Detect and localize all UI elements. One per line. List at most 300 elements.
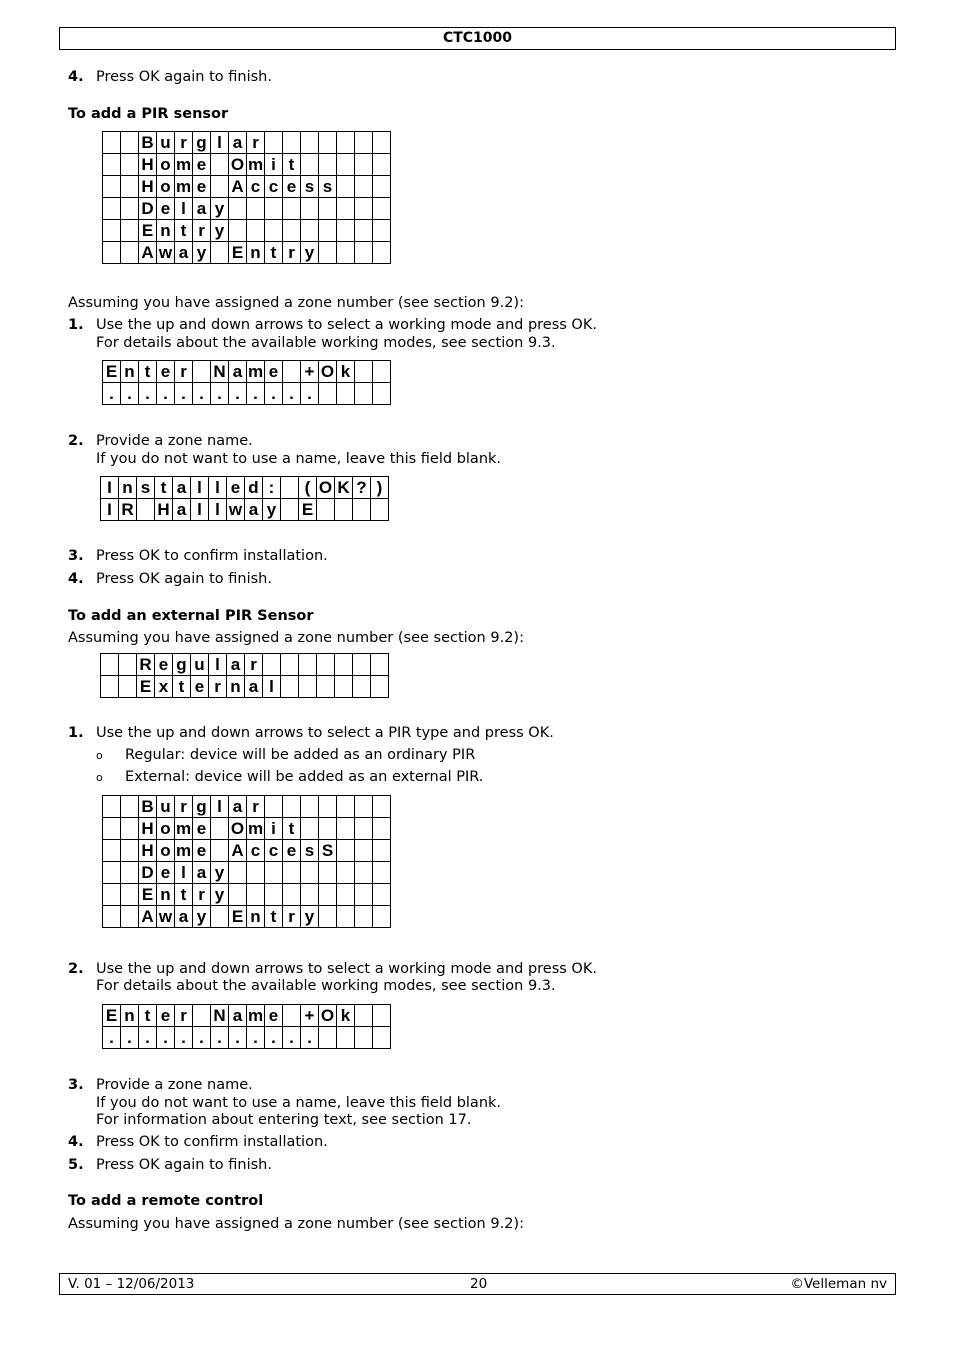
footer-copyright: ©Velleman nv bbox=[790, 1276, 887, 1292]
step-text: Use the up and down arrows to select a working mode and press OK. bbox=[96, 317, 597, 333]
lcd-cell bbox=[373, 132, 391, 154]
lcd-cell: n bbox=[121, 361, 139, 383]
step-text: Press OK again to finish. bbox=[96, 69, 272, 85]
lcd-cell bbox=[319, 242, 337, 264]
lcd-cell bbox=[283, 132, 301, 154]
lcd-cell: c bbox=[265, 840, 283, 862]
lcd-cell bbox=[301, 818, 319, 840]
lcd-cell: H bbox=[139, 154, 157, 176]
lcd-cell: w bbox=[227, 499, 245, 521]
lcd-cell: t bbox=[175, 884, 193, 906]
lcd-cell: y bbox=[211, 862, 229, 884]
lcd-cell: B bbox=[139, 132, 157, 154]
step-text: For details about the available working modes, see section 9.3. bbox=[96, 978, 556, 994]
lcd-cell: r bbox=[175, 1005, 193, 1027]
lcd-cell bbox=[247, 220, 265, 242]
lcd-cell bbox=[337, 154, 355, 176]
lcd-cell: t bbox=[139, 1005, 157, 1027]
lcd-cell: I bbox=[101, 499, 119, 521]
lcd-pir-type bbox=[100, 653, 389, 698]
lcd-cell bbox=[283, 796, 301, 818]
lcd-cell: n bbox=[121, 1005, 139, 1027]
lcd-cell: a bbox=[173, 477, 191, 499]
step-number: 2. bbox=[68, 433, 84, 449]
lcd-cell bbox=[281, 477, 299, 499]
lcd-cell: l bbox=[211, 796, 229, 818]
lcd-cell: . bbox=[265, 383, 283, 405]
step-text: For information about entering text, see section 17. bbox=[96, 1112, 472, 1128]
lcd-cell: O bbox=[229, 818, 247, 840]
lcd-cell bbox=[281, 654, 299, 676]
lcd-cell: n bbox=[247, 906, 265, 928]
lcd-row bbox=[103, 220, 391, 242]
lcd-cell: e bbox=[283, 176, 301, 198]
lcd-cell bbox=[281, 499, 299, 521]
lcd-cell bbox=[265, 198, 283, 220]
lcd-cell: e bbox=[265, 361, 283, 383]
lcd-cell: H bbox=[155, 499, 173, 521]
lcd-cell: m bbox=[247, 818, 264, 838]
lcd-cell bbox=[265, 220, 283, 242]
lcd-cell: c bbox=[247, 176, 265, 198]
lcd-cell bbox=[337, 1027, 355, 1049]
lcd-cell: ? bbox=[353, 477, 371, 499]
lcd-cell bbox=[211, 242, 229, 264]
lcd-cell bbox=[337, 220, 355, 242]
lcd-cell: y bbox=[263, 499, 281, 521]
lcd-cell: a bbox=[193, 862, 211, 884]
lcd-cell bbox=[301, 132, 319, 154]
lcd-cell bbox=[373, 884, 391, 906]
lcd-cell: . bbox=[247, 1027, 265, 1049]
lcd-cell bbox=[373, 862, 391, 884]
lcd-cell: . bbox=[103, 1027, 121, 1049]
lcd-cell: g bbox=[173, 654, 191, 676]
lcd-cell: O bbox=[319, 1005, 337, 1027]
lcd-cell: t bbox=[155, 477, 173, 499]
lcd-cell bbox=[337, 176, 355, 198]
lcd-cell: a bbox=[245, 499, 263, 521]
lcd-cell bbox=[229, 198, 247, 220]
lcd-cell bbox=[353, 676, 371, 698]
lcd-cell bbox=[211, 176, 229, 198]
lcd-cell bbox=[373, 198, 391, 220]
lcd-cell: A bbox=[229, 840, 247, 862]
lcd-cell: r bbox=[175, 796, 193, 818]
step-text: Press OK to confirm installation. bbox=[96, 548, 328, 564]
step-text: Use the up and down arrows to select a working mode and press OK. bbox=[96, 961, 597, 977]
lcd-cell: . bbox=[247, 383, 265, 405]
lcd-cell: E bbox=[229, 906, 247, 928]
step-text: Provide a zone name. bbox=[96, 1077, 253, 1093]
lcd-cell bbox=[355, 884, 373, 906]
lcd-cell: m bbox=[175, 154, 192, 174]
step-text: Provide a zone name. bbox=[96, 433, 253, 449]
lcd-cell: A bbox=[229, 176, 247, 198]
lcd-cell bbox=[319, 383, 337, 405]
lcd-row bbox=[103, 906, 391, 928]
lcd-cell bbox=[301, 198, 319, 220]
lcd-cell: s bbox=[319, 176, 337, 198]
lcd-cell bbox=[121, 884, 139, 906]
lcd-cell: t bbox=[283, 818, 301, 840]
lcd-working-modes bbox=[102, 131, 391, 264]
lcd-cell bbox=[299, 654, 317, 676]
lcd-cell bbox=[121, 840, 139, 862]
lcd-row bbox=[101, 654, 389, 676]
lcd-cell: g bbox=[193, 132, 211, 154]
lcd-row bbox=[103, 176, 391, 198]
lcd-cell: a bbox=[175, 906, 193, 928]
section-heading-remote: To add a remote control bbox=[68, 1193, 264, 1209]
lcd-cell bbox=[103, 198, 121, 220]
lcd-cell: O bbox=[317, 477, 335, 499]
lcd-cell: m bbox=[175, 840, 192, 860]
lcd-cell bbox=[103, 818, 121, 840]
lcd-cell bbox=[337, 796, 355, 818]
lcd-cell bbox=[283, 198, 301, 220]
lcd-cell: . bbox=[211, 383, 229, 405]
lcd-cell bbox=[355, 818, 373, 840]
section-heading-external-pir: To add an external PIR Sensor bbox=[68, 608, 314, 624]
lcd-cell: a bbox=[229, 1005, 247, 1027]
lcd-cell: l bbox=[209, 477, 227, 499]
lcd-cell bbox=[119, 654, 137, 676]
step-text: Press OK again to finish. bbox=[96, 571, 272, 587]
lcd-cell: l bbox=[191, 477, 209, 499]
lcd-cell bbox=[373, 383, 391, 405]
lcd-cell bbox=[337, 906, 355, 928]
lcd-cell bbox=[355, 383, 373, 405]
step-number: 1. bbox=[68, 725, 84, 741]
lcd-cell: l bbox=[211, 132, 229, 154]
lcd-cell: e bbox=[157, 1005, 175, 1027]
step-number: 4. bbox=[68, 1134, 84, 1150]
lcd-cell bbox=[319, 796, 337, 818]
lcd-cell: l bbox=[191, 499, 209, 521]
lcd-cell bbox=[335, 499, 353, 521]
lcd-cell: l bbox=[209, 654, 227, 676]
lcd-cell: r bbox=[175, 132, 193, 154]
lcd-cell: r bbox=[247, 796, 265, 818]
paragraph-assume: Assuming you have assigned a zone number (see section 9.2): bbox=[68, 630, 524, 646]
step-text: If you do not want to use a name, leave this field blank. bbox=[96, 1095, 502, 1111]
lcd-cell bbox=[247, 862, 265, 884]
lcd-cell: w bbox=[157, 906, 175, 928]
lcd-cell bbox=[283, 862, 301, 884]
lcd-cell bbox=[103, 132, 121, 154]
lcd-cell bbox=[229, 884, 247, 906]
lcd-cell: ( bbox=[299, 477, 317, 499]
lcd-cell bbox=[373, 818, 391, 840]
lcd-cell: y bbox=[301, 906, 319, 928]
lcd-cell bbox=[247, 884, 265, 906]
lcd-cell: m bbox=[175, 818, 192, 838]
lcd-cell: . bbox=[229, 1027, 247, 1049]
paragraph-assume: Assuming you have assigned a zone number (see section 9.2): bbox=[68, 295, 524, 311]
lcd-cell: e bbox=[157, 361, 175, 383]
lcd-cell: a bbox=[229, 132, 247, 154]
lcd-cell bbox=[299, 676, 317, 698]
lcd-cell bbox=[355, 220, 373, 242]
lcd-cell: l bbox=[209, 499, 227, 521]
lcd-row bbox=[103, 840, 391, 862]
lcd-working-modes bbox=[102, 795, 391, 928]
lcd-cell bbox=[103, 884, 121, 906]
lcd-cell bbox=[103, 906, 121, 928]
lcd-cell: . bbox=[193, 1027, 211, 1049]
lcd-cell bbox=[103, 840, 121, 862]
step-text: Press OK again to finish. bbox=[96, 1157, 272, 1173]
lcd-cell: o bbox=[157, 176, 175, 198]
lcd-cell: r bbox=[209, 676, 227, 698]
lcd-cell: I bbox=[101, 477, 119, 499]
lcd-cell: t bbox=[265, 906, 283, 928]
lcd-cell: e bbox=[157, 862, 175, 884]
lcd-cell bbox=[121, 132, 139, 154]
lcd-cell: . bbox=[229, 383, 247, 405]
lcd-cell: e bbox=[265, 1005, 283, 1027]
lcd-cell bbox=[337, 862, 355, 884]
lcd-cell: l bbox=[175, 862, 193, 884]
lcd-cell: n bbox=[227, 676, 245, 698]
lcd-cell bbox=[373, 1027, 391, 1049]
lcd-cell: E bbox=[103, 1005, 121, 1027]
lcd-cell: . bbox=[175, 1027, 193, 1049]
lcd-cell bbox=[301, 220, 319, 242]
lcd-cell bbox=[119, 676, 137, 698]
lcd-cell bbox=[121, 906, 139, 928]
lcd-cell bbox=[355, 154, 373, 176]
lcd-cell bbox=[335, 654, 353, 676]
section-heading-pir: To add a PIR sensor bbox=[68, 106, 229, 122]
lcd-cell: a bbox=[227, 654, 245, 676]
lcd-cell: . bbox=[301, 1027, 319, 1049]
lcd-cell: . bbox=[121, 1027, 139, 1049]
lcd-cell bbox=[355, 176, 373, 198]
lcd-cell bbox=[319, 906, 337, 928]
lcd-cell bbox=[355, 132, 373, 154]
lcd-cell bbox=[355, 840, 373, 862]
lcd-cell: E bbox=[229, 242, 247, 264]
lcd-cell: y bbox=[211, 220, 229, 242]
bullet-text: External: device will be added as an external PIR. bbox=[125, 769, 484, 785]
lcd-row bbox=[103, 796, 391, 818]
lcd-cell bbox=[101, 676, 119, 698]
lcd-cell bbox=[283, 1005, 301, 1027]
lcd-cell bbox=[373, 906, 391, 928]
lcd-row bbox=[103, 154, 391, 176]
lcd-cell bbox=[337, 884, 355, 906]
lcd-cell bbox=[103, 796, 121, 818]
lcd-cell: s bbox=[137, 477, 155, 499]
lcd-cell bbox=[265, 796, 283, 818]
lcd-cell bbox=[263, 654, 281, 676]
lcd-cell bbox=[319, 862, 337, 884]
lcd-cell bbox=[355, 796, 373, 818]
lcd-cell: m bbox=[247, 361, 264, 381]
document-header bbox=[59, 27, 896, 50]
lcd-cell bbox=[211, 906, 229, 928]
lcd-cell: E bbox=[139, 884, 157, 906]
lcd-cell: r bbox=[193, 220, 211, 242]
lcd-row bbox=[103, 361, 391, 383]
lcd-cell bbox=[373, 361, 391, 383]
lcd-cell bbox=[193, 1005, 211, 1027]
lcd-cell: H bbox=[139, 818, 157, 840]
lcd-cell: y bbox=[301, 242, 319, 264]
doc-title: CTC1000 bbox=[442, 30, 513, 46]
lcd-row bbox=[103, 242, 391, 264]
lcd-cell bbox=[337, 242, 355, 264]
lcd-cell bbox=[103, 176, 121, 198]
lcd-cell: n bbox=[119, 477, 137, 499]
lcd-cell bbox=[373, 154, 391, 176]
lcd-cell bbox=[371, 676, 389, 698]
lcd-cell bbox=[373, 840, 391, 862]
step-text: Use the up and down arrows to select a PIR type and press OK. bbox=[96, 725, 554, 741]
lcd-cell bbox=[283, 884, 301, 906]
lcd-cell: D bbox=[139, 198, 157, 220]
lcd-row bbox=[101, 477, 389, 499]
lcd-row bbox=[103, 383, 391, 405]
lcd-cell bbox=[355, 361, 373, 383]
step-text: For details about the available working modes, see section 9.3. bbox=[96, 335, 556, 351]
lcd-cell: x bbox=[155, 676, 173, 698]
lcd-cell: c bbox=[247, 840, 265, 862]
lcd-cell bbox=[301, 862, 319, 884]
lcd-cell: w bbox=[157, 242, 175, 264]
lcd-cell: . bbox=[121, 383, 139, 405]
lcd-cell bbox=[283, 361, 301, 383]
lcd-cell: e bbox=[193, 154, 211, 176]
lcd-cell bbox=[317, 499, 335, 521]
lcd-cell bbox=[319, 884, 337, 906]
lcd-cell bbox=[371, 499, 389, 521]
lcd-cell: m bbox=[247, 1005, 264, 1025]
lcd-cell: + bbox=[301, 361, 319, 383]
lcd-cell: c bbox=[265, 176, 283, 198]
lcd-cell: E bbox=[137, 676, 155, 698]
lcd-cell bbox=[281, 676, 299, 698]
lcd-cell: r bbox=[245, 654, 263, 676]
lcd-cell bbox=[211, 840, 229, 862]
bullet-icon: o bbox=[96, 749, 103, 762]
lcd-cell: N bbox=[211, 1005, 229, 1027]
lcd-cell: a bbox=[229, 796, 247, 818]
lcd-cell: u bbox=[157, 132, 175, 154]
lcd-cell: o bbox=[157, 154, 175, 176]
step-number: 3. bbox=[68, 1077, 84, 1093]
lcd-cell bbox=[319, 198, 337, 220]
lcd-cell: e bbox=[157, 198, 175, 220]
lcd-cell: m bbox=[247, 154, 264, 174]
lcd-cell bbox=[317, 654, 335, 676]
lcd-cell: m bbox=[175, 176, 192, 196]
bullet-text: Regular: device will be added as an ordinary PIR bbox=[125, 747, 476, 763]
lcd-cell: k bbox=[337, 1005, 355, 1027]
lcd-row bbox=[103, 818, 391, 840]
lcd-cell: O bbox=[319, 361, 337, 383]
lcd-cell: R bbox=[137, 654, 155, 676]
lcd-cell bbox=[337, 198, 355, 220]
lcd-cell bbox=[265, 132, 283, 154]
step-number: 4. bbox=[68, 69, 84, 85]
lcd-cell: a bbox=[245, 676, 263, 698]
lcd-cell: E bbox=[139, 220, 157, 242]
page-number: 20 bbox=[470, 1276, 488, 1292]
lcd-cell bbox=[319, 220, 337, 242]
lcd-cell bbox=[337, 132, 355, 154]
lcd-cell: . bbox=[283, 383, 301, 405]
lcd-cell bbox=[373, 220, 391, 242]
lcd-cell: : bbox=[263, 477, 281, 499]
lcd-cell: t bbox=[265, 242, 283, 264]
lcd-cell: K bbox=[335, 477, 353, 499]
lcd-cell bbox=[319, 154, 337, 176]
lcd-row bbox=[103, 884, 391, 906]
lcd-cell: r bbox=[283, 242, 301, 264]
lcd-cell: e bbox=[155, 654, 173, 676]
lcd-cell: t bbox=[139, 361, 157, 383]
lcd-cell: a bbox=[229, 361, 247, 383]
lcd-cell bbox=[301, 154, 319, 176]
step-number: 1. bbox=[68, 317, 84, 333]
lcd-cell bbox=[355, 862, 373, 884]
lcd-cell: t bbox=[283, 154, 301, 176]
lcd-cell: n bbox=[247, 242, 265, 264]
lcd-cell: e bbox=[191, 676, 209, 698]
lcd-cell: r bbox=[175, 361, 193, 383]
lcd-cell bbox=[103, 220, 121, 242]
lcd-cell: . bbox=[157, 1027, 175, 1049]
lcd-cell bbox=[355, 1027, 373, 1049]
lcd-cell: u bbox=[191, 654, 209, 676]
lcd-cell: ) bbox=[371, 477, 389, 499]
lcd-cell: t bbox=[173, 676, 191, 698]
lcd-cell: y bbox=[193, 242, 211, 264]
lcd-cell: B bbox=[139, 796, 157, 818]
lcd-cell bbox=[247, 198, 265, 220]
lcd-cell bbox=[373, 1005, 391, 1027]
document-footer bbox=[59, 1273, 896, 1295]
lcd-cell: d bbox=[245, 477, 263, 499]
lcd-cell bbox=[137, 499, 155, 521]
lcd-cell: y bbox=[193, 906, 211, 928]
lcd-cell: . bbox=[193, 383, 211, 405]
step-text: If you do not want to use a name, leave this field blank. bbox=[96, 451, 502, 467]
lcd-cell bbox=[265, 884, 283, 906]
lcd-cell: r bbox=[193, 884, 211, 906]
lcd-cell bbox=[211, 154, 229, 176]
lcd-row bbox=[103, 1005, 391, 1027]
lcd-cell bbox=[353, 499, 371, 521]
lcd-cell: e bbox=[193, 176, 211, 198]
lcd-cell: R bbox=[119, 499, 137, 521]
lcd-cell: i bbox=[265, 154, 283, 176]
lcd-cell: E bbox=[103, 361, 121, 383]
lcd-cell bbox=[319, 1027, 337, 1049]
lcd-cell bbox=[337, 383, 355, 405]
lcd-cell: n bbox=[157, 220, 175, 242]
footer-version: V. 01 – 12/06/2013 bbox=[68, 1276, 195, 1292]
lcd-cell: H bbox=[139, 840, 157, 862]
lcd-cell bbox=[121, 796, 139, 818]
lcd-cell: e bbox=[193, 840, 211, 862]
lcd-cell: . bbox=[157, 383, 175, 405]
lcd-cell: s bbox=[301, 176, 319, 198]
lcd-cell: . bbox=[103, 383, 121, 405]
